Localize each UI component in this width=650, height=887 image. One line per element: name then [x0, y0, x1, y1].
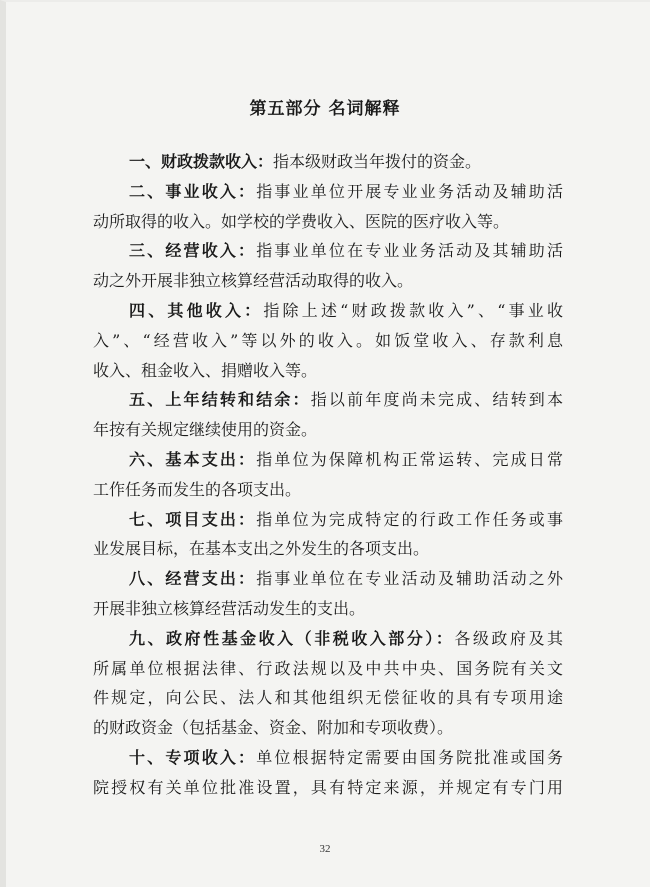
definition-text: 指本级财政当年拨付的资金。: [273, 152, 482, 171]
definition-term: 一、财政拨款收入：: [129, 152, 274, 171]
definition-term: 三、经营收入：: [129, 241, 257, 260]
definition-line: 年按有关规定继续使用的资金。: [93, 420, 318, 439]
definition-term: 十、专项收入：: [129, 748, 257, 767]
definition-8: [129, 569, 563, 589]
definition-line: 院授权有关单位批准设置，具有特定来源，并规定有专门用: [93, 778, 563, 797]
definition-term: 八、经营支出：: [129, 569, 257, 588]
definition-line: 动所取得的收入。如学校的学费收入、医院的医疗收入等。: [93, 212, 510, 231]
definition-7: [129, 510, 563, 530]
definition-text: 指以前年度尚未完成、结转到本: [310, 390, 563, 409]
definition-1: [129, 152, 563, 172]
definition-term: 七、项目支出：: [129, 510, 257, 529]
page-number: 32: [319, 843, 331, 855]
definition-10: [129, 748, 563, 768]
definition-line: 入”、“经营收入”等以外的收入。如饭堂收入、存款利息: [93, 331, 563, 350]
definition-3: [129, 241, 563, 261]
definition-term: 二、事业收入：: [129, 182, 257, 201]
definition-text: 指事业单位在专业业务活动及其辅助活: [256, 241, 563, 260]
definition-9: [129, 629, 563, 649]
definition-text: 各级政府及其: [454, 629, 563, 648]
definition-text: 单位根据特定需要由国务院批准或国务: [256, 748, 563, 767]
definition-6: [129, 450, 563, 470]
definition-line: 工作任务而发生的各项支出。: [93, 480, 302, 499]
definition-line: 业发展目标，在基本支出之外发生的各项支出。: [93, 539, 430, 558]
definition-text: 指单位为保障机构正常运转、完成日常: [256, 450, 563, 469]
definition-4: [129, 301, 563, 321]
definition-term: 五、上年结转和结余：: [129, 390, 311, 409]
definition-line: 收入、租金收入、捐赠收入等。: [93, 361, 318, 380]
page-title: 第五部分 名词解释: [249, 99, 401, 119]
definition-line: 所属单位根据法律、行政法规以及中共中央、国务院有关文: [93, 659, 563, 678]
definition-2: [129, 182, 563, 202]
definition-text: 指除上述“财政拨款收入”、“事业收: [263, 301, 563, 320]
definition-line: 件规定，向公民、法人和其他组织无偿征收的具有专项用途: [93, 688, 563, 707]
definition-5: [129, 390, 563, 410]
definition-line: 开展非独立核算经营活动发生的支出。: [93, 599, 366, 618]
definition-line: 的财政资金（包括基金、资金、附加和专项收费）。: [93, 718, 454, 737]
definition-text: 指单位为完成特定的行政工作任务或事: [256, 510, 563, 529]
definition-term: 四、其他收入：: [129, 301, 264, 320]
definition-term: 九、政府性基金收入（非税收入部分）：: [129, 629, 455, 648]
definition-text: 指事业单位在专业活动及辅助活动之外: [256, 569, 563, 588]
definition-term: 六、基本支出：: [129, 450, 257, 469]
definition-line: 动之外开展非独立核算经营活动取得的收入。: [93, 271, 414, 290]
definition-text: 指事业单位开展专业业务活动及辅助活: [256, 182, 563, 201]
